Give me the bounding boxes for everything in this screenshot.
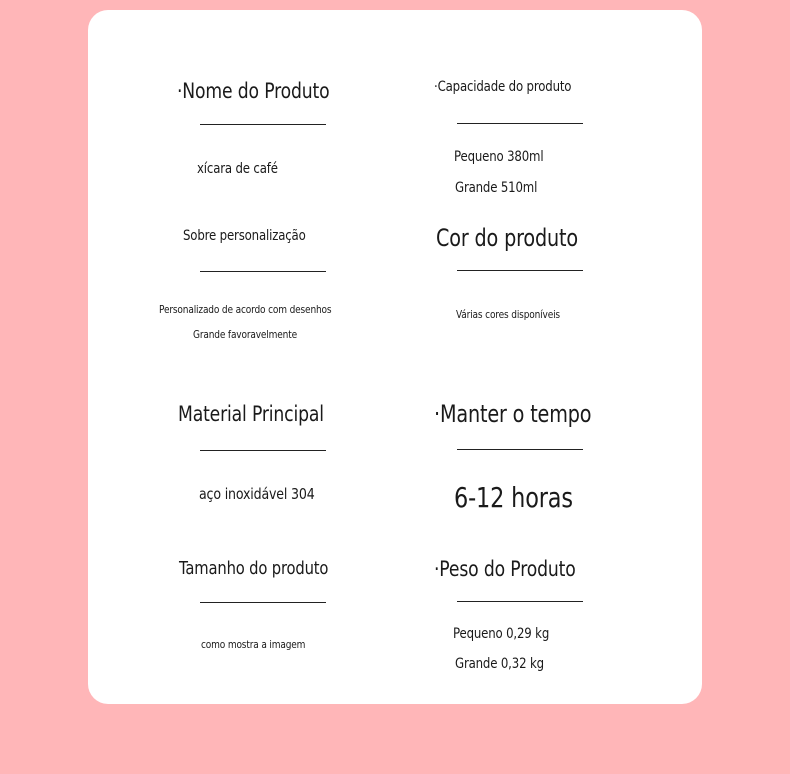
capacity-value-large: Grande 510ml xyxy=(455,180,538,196)
color-label: Cor do produto xyxy=(436,224,578,252)
weight-label: ·Peso do Produto xyxy=(434,557,576,581)
weight-value-small: Pequeno 0,29 kg xyxy=(453,626,550,642)
customization-value-2: Grande favoravelmente xyxy=(193,328,297,341)
weight-value-large: Grande 0,32 kg xyxy=(455,656,544,672)
color-divider xyxy=(457,270,583,271)
keep-time-label: ·Manter o tempo xyxy=(434,400,592,428)
keep-time-value: 6-12 horas xyxy=(454,481,573,514)
product-name-value: xícara de café xyxy=(197,161,278,177)
weight-divider xyxy=(457,601,583,602)
size-label: Tamanho do produto xyxy=(179,558,329,579)
product-name-label: ·Nome do Produto xyxy=(177,79,330,103)
material-label: Material Principal xyxy=(178,402,324,426)
capacity-label: ·Capacidade do produto xyxy=(434,79,572,95)
keep-time-divider xyxy=(457,449,583,450)
customization-value-1: Personalizado de acordo com desenhos xyxy=(159,303,332,316)
customization-divider xyxy=(200,271,326,272)
product-name-divider xyxy=(200,124,326,125)
size-divider xyxy=(200,602,326,603)
capacity-divider xyxy=(457,123,583,124)
spec-card xyxy=(88,10,702,704)
color-value: Várias cores disponíveis xyxy=(456,308,560,321)
customization-label: Sobre personalização xyxy=(183,228,306,244)
material-value: aço inoxidável 304 xyxy=(199,485,315,503)
material-divider xyxy=(200,450,326,451)
size-value: como mostra a imagem xyxy=(201,638,306,651)
capacity-value-small: Pequeno 380ml xyxy=(454,149,544,165)
